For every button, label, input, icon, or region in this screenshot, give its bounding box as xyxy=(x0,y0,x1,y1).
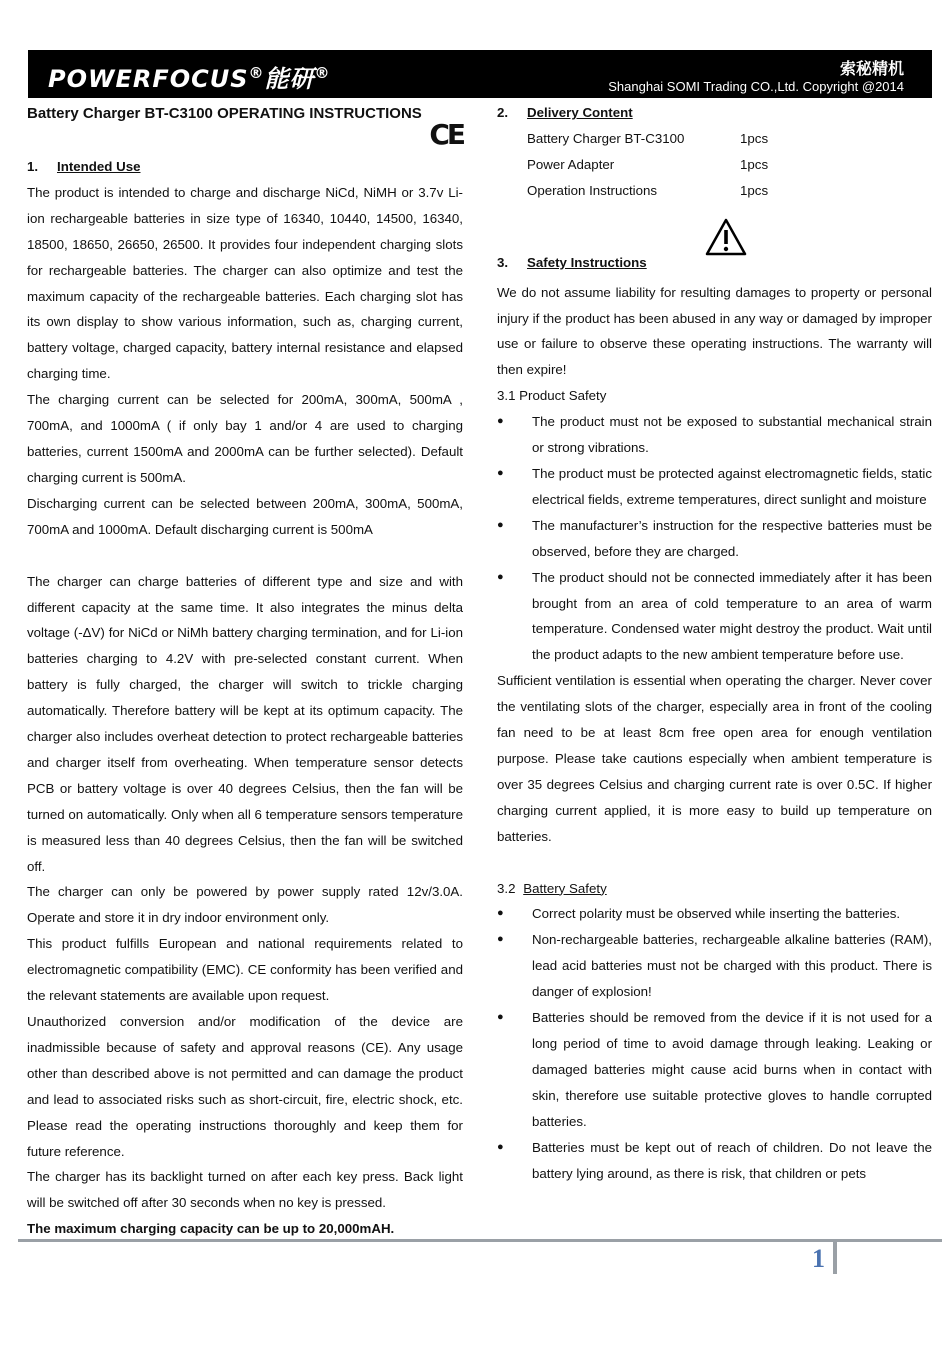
paragraph: The charger can charge batteries of different type and size and with different capacity at the same time. It also integrates the minus delta voltage (-ΔV) for NiCd or NiMh battery charging termination, and for Li-ion batteries charging to 4.2V with pre-selected constant current. When battery is fully charged, the charger will switch to trickle charging automatically. Therefore battery will be kept at its optimum capacity. The charger also includes overheat detection to protect rechargeable batteries and charger itself from overheating. When temperature sensor detects PCB or battery voltage is over 40 degrees Celsius, then the fan will be turned on automatically. Only when all 6 temperature sensors temperature is measured less than 40 degrees Celsius, then the fan will be switched off. xyxy=(27,573,463,874)
header-bar xyxy=(28,50,932,98)
section-1-heading xyxy=(27,154,463,180)
list-item: ● The product must not be exposed to substantial mechanical strain or strong vibrations. xyxy=(497,414,932,456)
delivery-item-name: Battery Charger BT-C3100 xyxy=(527,131,685,146)
paragraph: This product fulfills European and national requirements related to electromagnetic compatibility (EMC). CE conformity has been verified and the relevant statements are available upon request. xyxy=(27,936,463,1004)
list-item: ● The manufacturer’s instruction for the respective batteries must be observed, before they are charged. xyxy=(497,517,932,559)
ce-mark-icon: CE xyxy=(429,118,463,151)
delivery-item-name: Operation Instructions xyxy=(527,182,658,198)
section-number: 2. xyxy=(497,105,509,120)
list-item: ● Batteries must be kept out of reach of children. Do not leave the battery lying around, as there is risk, that children or pets xyxy=(497,1139,932,1181)
list-item: ● Correct polarity must be observed while inserting the batteries. xyxy=(497,906,901,922)
right-column xyxy=(497,100,932,1186)
section-3-heading xyxy=(497,250,932,276)
paragraph: We do not assume liability for resulting damages to property or personal injury if the product has been abused in any way or damaged by improper use or failure to observe these operating instructions. The warranty will then expire! xyxy=(497,284,932,378)
delivery-item xyxy=(497,152,932,178)
paragraph: The charger can only be powered by power supply rated 12v/3.0A. Operate and store it in dry indoor environment only. xyxy=(27,884,463,926)
section-number: 1. xyxy=(27,159,39,174)
left-column xyxy=(27,100,463,1242)
warning-triangle-icon xyxy=(705,218,747,256)
page-number: 1 xyxy=(812,1244,825,1273)
footer-divider xyxy=(18,1239,942,1242)
section-title: Delivery Content xyxy=(527,105,633,120)
delivery-item-name: Power Adapter xyxy=(527,156,615,172)
delivery-item xyxy=(497,126,932,152)
section-title: Intended Use xyxy=(57,159,141,174)
brand-logo xyxy=(48,59,331,94)
list-item: ● Batteries should be removed from the device if it is not used for a long period of time to avoid damage through leaking. Leaking or damaged batteries might cause acid burns when in contact with skin, therefore use suitable protective gloves to handle corrupted batteries. xyxy=(497,1010,932,1129)
subsection-title xyxy=(497,876,932,902)
delivery-item-qty: 1pcs xyxy=(740,131,769,146)
section-title: Safety Instructions xyxy=(527,254,647,270)
paragraph: Discharging current can be selected between 200mA, 300mA, 500mA, 700mA and 1000mA. Default discharging current is 500mA xyxy=(27,495,463,537)
paragraph: The charging current can be selected for 200mA, 300mA, 500mA , 700mA, and 1000mA ( if only bay 1 and/or 4 are used to charging batteries, current 1500mA and 2000mA can be further selected). Default charging current is 500mA. xyxy=(27,392,463,485)
section-number: 3. xyxy=(497,254,509,270)
paragraph: Sufficient ventilation is essential when operating the charger. Never cover the ventilating slots of the charger, especially area in front of the cooling fan need to be at least 8cm free open area for enough ventilation purpose. Please take cautions especially when ambient temperature is over 35 degrees Celsius and charging current rate is over 0.5C. If higher charging current applied, it is more easy to build up temperature on batteries. xyxy=(497,673,932,844)
company-name-cn: 索秘精机 xyxy=(839,61,904,78)
paragraph-bold: The maximum charging capacity can be up to 20,000mAH. xyxy=(27,1221,395,1237)
delivery-item-qty: 1pcs xyxy=(740,156,769,172)
list-item: ● Non-rechargeable batteries, rechargeable alkaline batteries (RAM), lead acid batteries must not be charged with this product. There is danger of explosion! xyxy=(497,932,932,1000)
subsection-title: 3.1 Product Safety xyxy=(497,388,607,404)
page-number-divider xyxy=(833,1242,837,1274)
list-item: ● The product should not be connected immediately after it has been brought from an area of cold temperature to an area of warm temperature. Condensed water might destroy the product. Wait until the product adapts to the new ambient temperature before use. xyxy=(497,569,932,663)
subsection-number: 3.2 xyxy=(497,880,516,896)
document-title: Battery Charger BT-C3100 OPERATING INSTRUCTIONS xyxy=(27,105,422,122)
list-item: ● The product must be protected against electromagnetic fields, static electrical fields, extreme temperatures, direct sunlight and moisture xyxy=(497,465,932,507)
delivery-item xyxy=(497,178,932,204)
registered-mark: ® xyxy=(248,64,265,82)
registered-mark-2: ® xyxy=(314,64,331,82)
delivery-item-qty: 1pcs xyxy=(740,182,769,198)
company-copyright: Shanghai SOMI Trading CO.,Ltd. Copyright @2014 xyxy=(608,79,904,94)
subsection-label: Battery Safety xyxy=(523,880,607,896)
brand-name: POWERFOCUS xyxy=(48,65,249,93)
paragraph: The charger has its backlight turned on after each key press. Back light will be switched off after 30 seconds when no key is pressed. xyxy=(27,1169,463,1211)
brand-name-cn: 能研 xyxy=(264,65,315,93)
section-2-heading xyxy=(497,100,932,126)
paragraph: Unauthorized conversion and/or modification of the device are inadmissible because of safety and approval reasons (CE). Any usage other than described above is not permitted and can damage the product and lead to associated risks such as short-circuit, fire, electric shock, etc. Please read the operating instructions thoroughly and keep them for future reference. xyxy=(27,1014,463,1159)
paragraph: The product is intended to charge and discharge NiCd, NiMH or 3.7v Li-ion rechargeable batteries in size type of 16340, 10440, 14500, 16340, 18500, 18650, 26650, 26500. It provides four independent charging slots for rechargeable batteries. The charger can also optimize and test the maximum capacity of the rechargeable batteries. Each charging slot has its own display to show various information, such as, charging current, battery voltage, charged capacity, battery internal resistance and elapsed charging time. xyxy=(27,184,463,382)
